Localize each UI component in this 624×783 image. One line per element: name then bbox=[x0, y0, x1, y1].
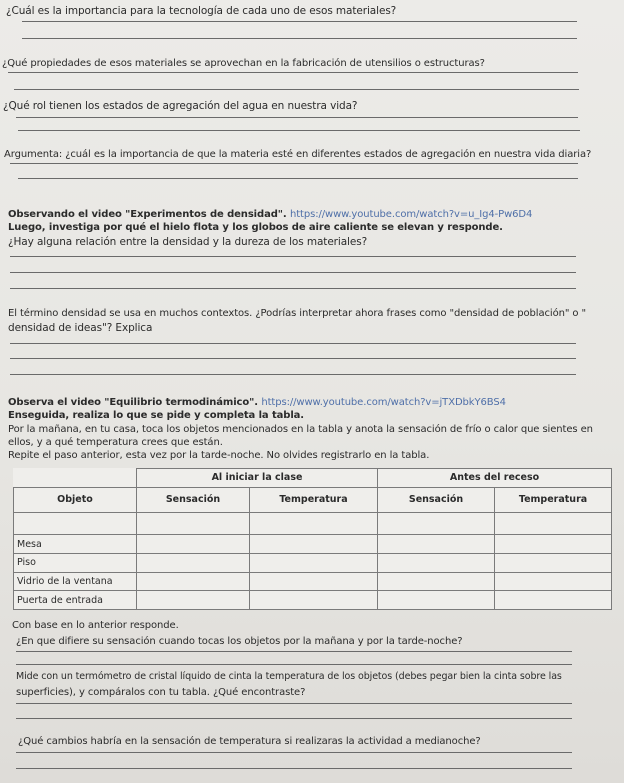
group-header-end: Antes del receso bbox=[378, 469, 612, 488]
table-cell[interactable] bbox=[495, 591, 612, 610]
answer-line bbox=[16, 117, 578, 118]
group-header-start: Al iniciar la clase bbox=[137, 469, 378, 488]
answer-line bbox=[16, 664, 572, 665]
measure-line2: superficies), y compáralos con tu tabla. ¿Qué encontraste? bbox=[16, 687, 306, 698]
answer-line bbox=[10, 163, 578, 164]
equilibrium-video-link[interactable]: https://www.youtube.com/watch?v=jTXDbkY6BS4 bbox=[261, 397, 506, 408]
answer-line bbox=[16, 752, 572, 753]
measure-line1: Mide con un termómetro de cristal líquido de cinta la temperatura de los objetos (debes pegar bien la cinta sobre las bbox=[16, 671, 562, 682]
table-row-spacer bbox=[14, 513, 137, 535]
answer-line bbox=[16, 703, 572, 704]
equilibrium-morning-line2: ellos, y a qué temperatura crees que están. bbox=[8, 437, 223, 448]
table-corner bbox=[14, 469, 137, 488]
question-sensation-difference: ¿En que difiere su sensación cuando tocas los objetos por la mañana y por la tarde-noche? bbox=[16, 636, 463, 647]
col-header-sensation: Sensación bbox=[378, 487, 495, 513]
table-cell[interactable] bbox=[137, 513, 250, 535]
answer-line bbox=[14, 89, 579, 90]
question-material-properties: ¿Qué propiedades de esos materiales se aprovechan en la fabricación de utensilios o estructuras? bbox=[2, 58, 485, 69]
answer-line bbox=[18, 178, 578, 179]
row-label-mesa: Mesa bbox=[14, 535, 137, 554]
answer-line bbox=[8, 72, 578, 73]
answer-line bbox=[10, 272, 576, 273]
equilibrium-repeat: Repite el paso anterior, esta vez por la tarde-noche. No olvides registrarlo en la tabla. bbox=[8, 450, 430, 461]
col-header-temperature: Temperatura bbox=[250, 487, 378, 513]
table-cell[interactable] bbox=[495, 535, 612, 554]
table-cell[interactable] bbox=[378, 572, 495, 591]
col-header-temperature: Temperatura bbox=[495, 487, 612, 513]
table-cell[interactable] bbox=[250, 535, 378, 554]
answer-line bbox=[10, 374, 576, 375]
answer-line bbox=[10, 358, 576, 359]
table-cell[interactable] bbox=[378, 535, 495, 554]
col-header-sensation: Sensación bbox=[137, 487, 250, 513]
table-cell[interactable] bbox=[378, 591, 495, 610]
question-midnight: ¿Qué cambios habría en la sensación de temperatura si realizaras la actividad a medianoche? bbox=[18, 736, 481, 747]
table-cell[interactable] bbox=[250, 554, 378, 573]
density-hardness-question: ¿Hay alguna relación entre la densidad y la dureza de los materiales? bbox=[8, 236, 368, 248]
table-cell[interactable] bbox=[137, 572, 250, 591]
table-cell[interactable] bbox=[495, 513, 612, 535]
density-context-line2: densidad de ideas"? Explica bbox=[8, 322, 153, 334]
table-cell[interactable] bbox=[378, 513, 495, 535]
table-cell[interactable] bbox=[137, 554, 250, 573]
table-cell[interactable] bbox=[495, 572, 612, 591]
answer-line bbox=[16, 718, 572, 719]
density-context-line1: El término densidad se usa en muchos contextos. ¿Podrías interpretar ahora frases como "densidad de población" o " bbox=[8, 308, 587, 319]
after-table-base: Con base en lo anterior responde. bbox=[12, 620, 179, 631]
answer-line bbox=[18, 130, 580, 131]
col-header-object: Objeto bbox=[14, 487, 137, 513]
answer-line bbox=[16, 651, 572, 652]
equilibrium-intro: Observa el video "Equilibrio termodinámico". https://www.youtube.com/watch?v=jTXDbkY6BS4 bbox=[8, 397, 506, 408]
density-intro: Observando el video "Experimentos de densidad". https://www.youtube.com/watch?v=u_Ig4-Pw6D4 bbox=[8, 209, 533, 220]
answer-line bbox=[10, 256, 576, 257]
table-cell[interactable] bbox=[250, 513, 378, 535]
density-video-link[interactable]: https://www.youtube.com/watch?v=u_Ig4-Pw6D4 bbox=[289, 209, 533, 220]
table-cell[interactable] bbox=[378, 554, 495, 573]
table-cell[interactable] bbox=[250, 572, 378, 591]
answer-line bbox=[10, 343, 576, 344]
table-cell[interactable] bbox=[137, 591, 250, 610]
question-argument-states: Argumenta: ¿cuál es la importancia de que la materia esté en diferentes estados de agregación en nuestra vida diaria? bbox=[4, 149, 592, 160]
density-instruction: Luego, investiga por qué el hielo flota y los globos de aire caliente se elevan y responde. bbox=[8, 222, 503, 233]
answer-line bbox=[22, 21, 577, 22]
answer-line bbox=[16, 768, 572, 769]
equilibrium-instruction: Enseguida, realiza lo que se pide y completa la tabla. bbox=[8, 410, 305, 421]
question-water-states: ¿Qué rol tienen los estados de agregación del agua en nuestra vida? bbox=[3, 100, 358, 112]
row-label-puerta: Puerta de entrada bbox=[14, 591, 137, 610]
answer-line bbox=[22, 38, 577, 39]
answer-line bbox=[10, 288, 576, 289]
row-label-vidrio: Vidrio de la ventana bbox=[14, 572, 137, 591]
temperature-table bbox=[13, 468, 612, 610]
table-cell[interactable] bbox=[137, 535, 250, 554]
table-cell[interactable] bbox=[495, 554, 612, 573]
table-cell[interactable] bbox=[250, 591, 378, 610]
equilibrium-morning-line1: Por la mañana, en tu casa, toca los objetos mencionados en la tabla y anota la sensación de frío o calor que sientes en bbox=[8, 424, 593, 435]
row-label-piso: Piso bbox=[14, 554, 137, 573]
question-tech-importance: ¿Cuál es la importancia para la tecnología de cada uno de esos materiales? bbox=[6, 5, 397, 17]
